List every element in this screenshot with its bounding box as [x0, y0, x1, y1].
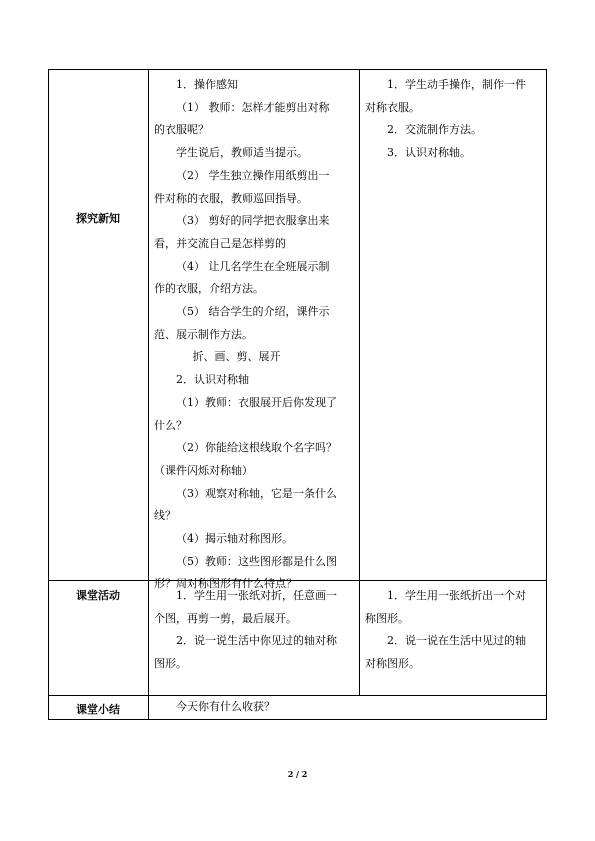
text-line: 作的衣服，介绍方法。 [154, 282, 264, 296]
explore-teacher-activities [154, 74, 354, 596]
text-line: 学生说后，教师适当提示。 [176, 146, 308, 160]
text-line: 2．认识对称轴 [176, 373, 249, 387]
text-line: 1．学生用一张纸对折，任意画一 [176, 589, 337, 602]
row-label-summary: 课堂小结 [76, 703, 120, 716]
lesson-table [48, 69, 547, 719]
row-divider [48, 719, 547, 720]
page-number: 2 / 2 [287, 769, 308, 779]
column-divider [148, 70, 149, 720]
text-line: 的衣服呢？ [154, 123, 209, 137]
text-line: 图形。 [154, 657, 187, 671]
text-line: 折、画、剪、展开 [192, 350, 281, 364]
text-line: 今天你有什么收获？ [176, 700, 275, 713]
row-label-explore: 探究新知 [76, 212, 120, 225]
text-line: 2．说一说在生活中见过的轴 [387, 634, 526, 648]
text-line: 个图，再剪一剪，最后展开。 [154, 611, 297, 625]
text-line: 3．认识对称轴。 [387, 146, 471, 160]
text-line: 对称衣服。 [365, 100, 420, 114]
text-line: （3） 剪好的同学把衣服拿出来 [176, 214, 330, 228]
text-line: （课件闪烁对称轴） [154, 463, 253, 477]
row-label-activity: 课堂活动 [76, 589, 120, 602]
text-line: 2．交流制作方法。 [387, 123, 482, 137]
activity-teacher-content [154, 585, 354, 676]
text-line: 形？周对称图形有什么特点？ [154, 577, 297, 591]
text-line: 线？ [154, 509, 176, 523]
text-line: （2）你能给这根线取个名字吗？ [176, 441, 337, 455]
text-line: 1．学生动手操作，制作一件 [387, 78, 526, 91]
explore-student-activities [365, 74, 541, 165]
text-line: 2．说一说生活中你见过的轴对称 [176, 634, 337, 648]
text-line: （4） 让几名学生在全班展示制 [176, 259, 330, 273]
column-divider [546, 70, 547, 720]
text-line: （2） 学生独立操作用纸剪出一 [176, 168, 330, 182]
text-line: （3）观察对称轴，它是一条什么 [176, 486, 337, 500]
text-line: 范、展示制作方法。 [154, 327, 253, 341]
text-line: （1） 教师：怎样才能剪出对称 [176, 100, 330, 114]
text-line: 什么？ [154, 418, 187, 432]
activity-student-content [365, 585, 541, 676]
text-line: 1．学生用一张纸折出一个对 [387, 589, 526, 602]
text-line: 对称图形。 [365, 657, 420, 671]
text-line: （5） 结合学生的介绍，课件示 [176, 305, 330, 319]
text-line: （1）教师：衣服展开后你发现了 [176, 395, 337, 409]
text-line: 件对称的衣服，教师巡回指导。 [154, 191, 308, 205]
summary-content [154, 697, 534, 717]
text-line: （5）教师：这些图形都是什么图 [176, 554, 337, 568]
column-divider [48, 70, 49, 720]
column-divider [359, 70, 360, 695]
text-line: （4）揭示轴对称图形。 [176, 532, 293, 546]
text-line: 称图形。 [365, 611, 409, 625]
text-line: 1．操作感知 [176, 78, 238, 91]
text-line: 看，并交流自己是怎样剪的 [154, 236, 286, 250]
row-divider [48, 695, 547, 696]
